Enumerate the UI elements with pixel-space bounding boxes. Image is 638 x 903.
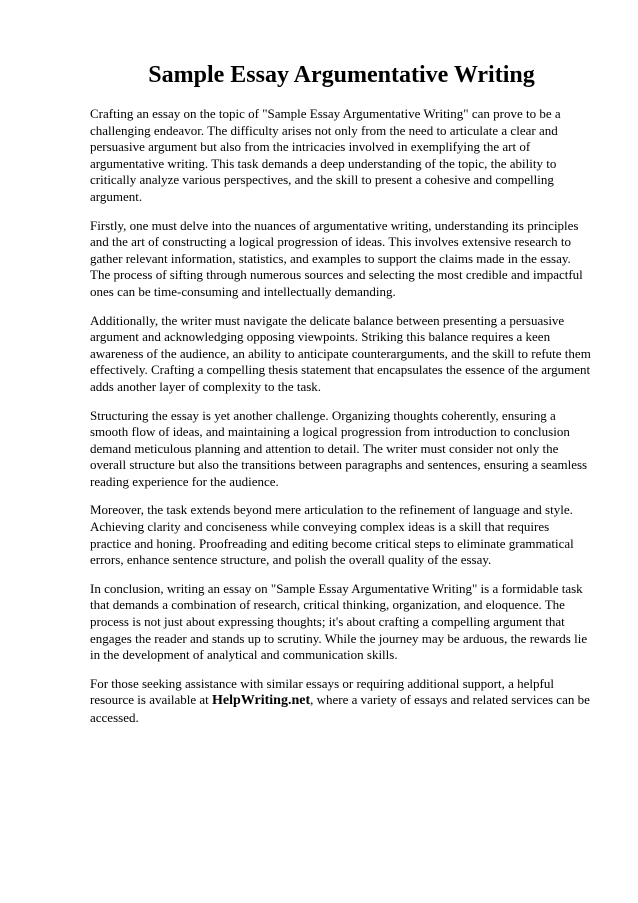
paragraph-balance: Additionally, the writer must navigate the delicate balance between presenting a persuasive argument and acknowledging opposing viewpoints. Striking this balance requires a keen awareness of the audience, an ability to anticipate counterarguments, and the skill to refute them effectively. Crafting a compelling thesis statement that encapsulates the essence of the argument adds another layer of complexity to the task.: [90, 312, 591, 394]
document-title: Sample Essay Argumentative Writing: [148, 62, 535, 88]
paragraph-intro: Crafting an essay on the topic of "Sample Essay Argumentative Writing" can prove to be a challenging endeavor. The difficulty arises not only from the need to articulate a clear and persuasive argument but also from the intricacies involved in exemplifying the art of argumentative writing. This task demands a deep understanding of the topic, the ability to critically analyze various perspectives, and the skill to present a cohesive and compelling argument.: [90, 106, 561, 204]
paragraph-conclusion: In conclusion, writing an essay on "Sample Essay Argumentative Writing" is a formidable task that demands a combination of research, critical thinking, organization, and eloquence. The process is not just about expressing thoughts; it's about crafting a compelling argument that engages the reader and stands up to scrutiny. While the journey may be arduous, the rewards lie in the development of analytical and communication skills.: [90, 580, 588, 663]
closing-text-before: For those seeking assistance with similar essays or requiring additional support, a helpful resource is available at: [90, 675, 554, 708]
paragraph-style: Moreover, the task extends beyond mere articulation to the refinement of language and style. Achieving clarity and conciseness while conveying complex ideas is a skill that requires practice and honing. Proofreading and editing become critical steps to eliminate grammatical errors, enhance sentence structure, and polish the overall quality of the essay.: [90, 502, 574, 568]
document-page: [90, 60, 593, 739]
paragraph-research: Firstly, one must delve into the nuances of argumentative writing, understanding its principles and the art of constructing a logical progression of ideas. This involves extensive research to gather relevant information, statistics, and examples to support the claims made in the essay. The process of sifting through numerous sources and selecting the most credible and impactful ones can be time-consuming and intellectually demanding.: [90, 217, 583, 299]
closing-text-after: , where a variety of essays and related services can be accessed.: [90, 692, 590, 725]
paragraph-closing: [90, 676, 593, 727]
paragraph-structure: Structuring the essay is yet another challenge. Organizing thoughts coherently, ensuring a smooth flow of ideas, and maintaining a logical progression from introduction to conclusion demand meticulous planning and attention to detail. The writer must consider not only the overall structure but also the transitions between paragraphs and sentences, ensuring a seamless reading experience for the audience.: [90, 407, 588, 489]
helpwriting-link[interactable]: HelpWriting.net: [212, 693, 311, 709]
